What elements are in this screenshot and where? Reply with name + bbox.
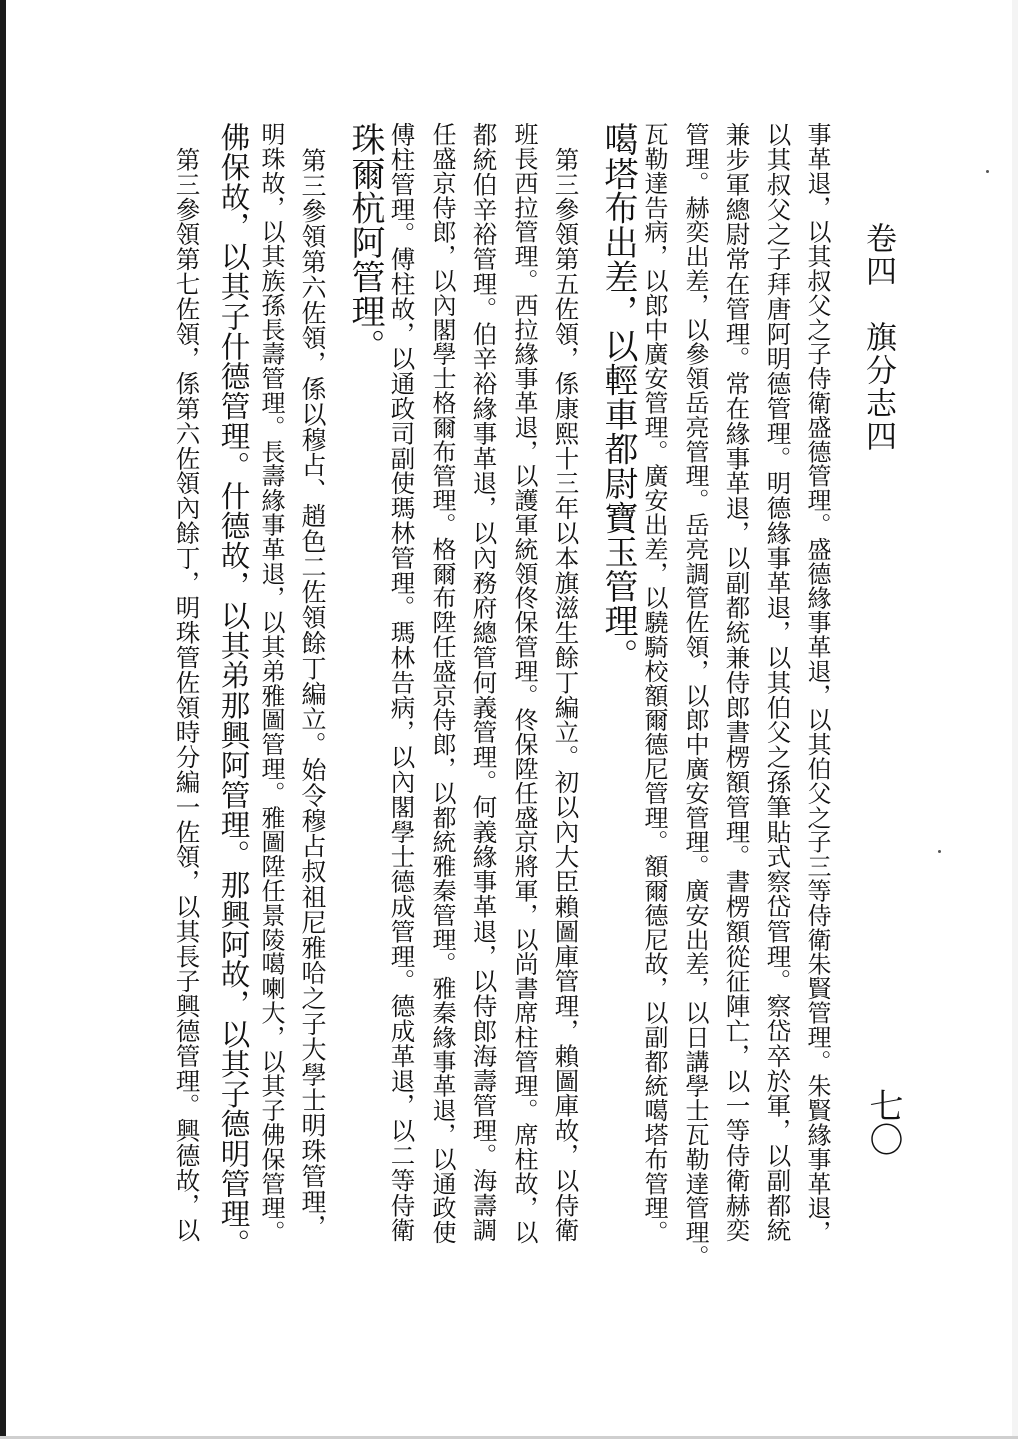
text-column: 珠爾杭阿管理。	[345, 122, 385, 363]
text-column: 瓦勒達告病，以郎中廣安管理。廣安出差，以驍騎校額爾德尼管理。額爾德尼故，以副都統噶塔布管理。	[640, 122, 668, 1245]
scan-speck	[938, 850, 941, 853]
text-column: 任盛京侍郎，以內閣學士格爾布管理。格爾布陞任盛京侍郎，以都統雅秦管理。雅秦緣事革退，以通政使	[428, 122, 456, 1245]
text-column: 以其叔父之子拜唐阿明德管理。明德緣事革退，以其伯父之孫筆貼式察岱管理。察岱卒於軍，以副都統	[763, 122, 793, 1243]
text-column: 第三參領第五佐領，係康熙十三年以本旗滋生餘丁編立。初以內大臣賴圖庫管理，賴圖庫故，以侍衛	[551, 122, 581, 1243]
text-column: 噶塔布出差，以輕車都尉寶玉管理。	[598, 122, 638, 673]
running-header: 卷四 旗分志四	[860, 222, 896, 453]
text-column: 明珠故，以其族孫長壽管理。長壽緣事革退，以其弟雅圖管理。雅圖陞任景陵噶喇大，以其子佛保管理。	[257, 122, 285, 1245]
scan-right-shade	[1012, 0, 1018, 1439]
scan-speck	[986, 170, 989, 173]
text-column: 班長西拉管理。西拉緣事革退，以護軍統領佟保管理。佟保陞任盛京將軍，以尚書席柱管理。席柱故，以	[510, 122, 538, 1245]
text-column: 都統伯辛裕管理。伯辛裕緣事革退，以內務府總管何義管理。何義緣事革退，以侍郎海壽管理。海壽調	[469, 122, 499, 1243]
text-column: 管理。赫奕出差，以參領岳亮管理。岳亮調管佐領，以郎中廣安管理。廣安出差，以日講學士瓦勒達管理。	[681, 122, 709, 1269]
text-column: 傅柱管理。傅柱故，以通政司副使瑪林管理。瑪林告病，以內閣學士德成管理。德成革退，以二等侍衛	[387, 122, 417, 1243]
text-column: 事革退，以其叔父之子侍衛盛德管理。盛德緣事革退，以其伯父之子三等侍衛朱賢管理。朱賢緣事革退，	[803, 122, 831, 1245]
scan-left-border	[0, 0, 6, 1439]
text-column: 佛保故，以其子什德管理。什德故，以其弟那興阿管理。那興阿故，以其子德明管理。	[216, 122, 251, 1259]
text-column: 第三參領第六佐領，係以穆占、趙色二佐領餘丁編立。始令穆占叔祖尼雅哈之子大學士明珠管理，	[298, 122, 327, 1240]
text-column: 兼步軍總尉常在管理。常在緣事革退，以副都統兼侍郎書楞額管理。書楞額從征陣亡，以一等侍衛赫奕	[722, 122, 752, 1243]
text-column: 第三參領第七佐領，係第六佐領內餘丁，明珠管佐領時分編一佐領，以其長子興德管理。興德故，以	[172, 122, 202, 1243]
page-number: 七〇	[863, 1088, 903, 1156]
